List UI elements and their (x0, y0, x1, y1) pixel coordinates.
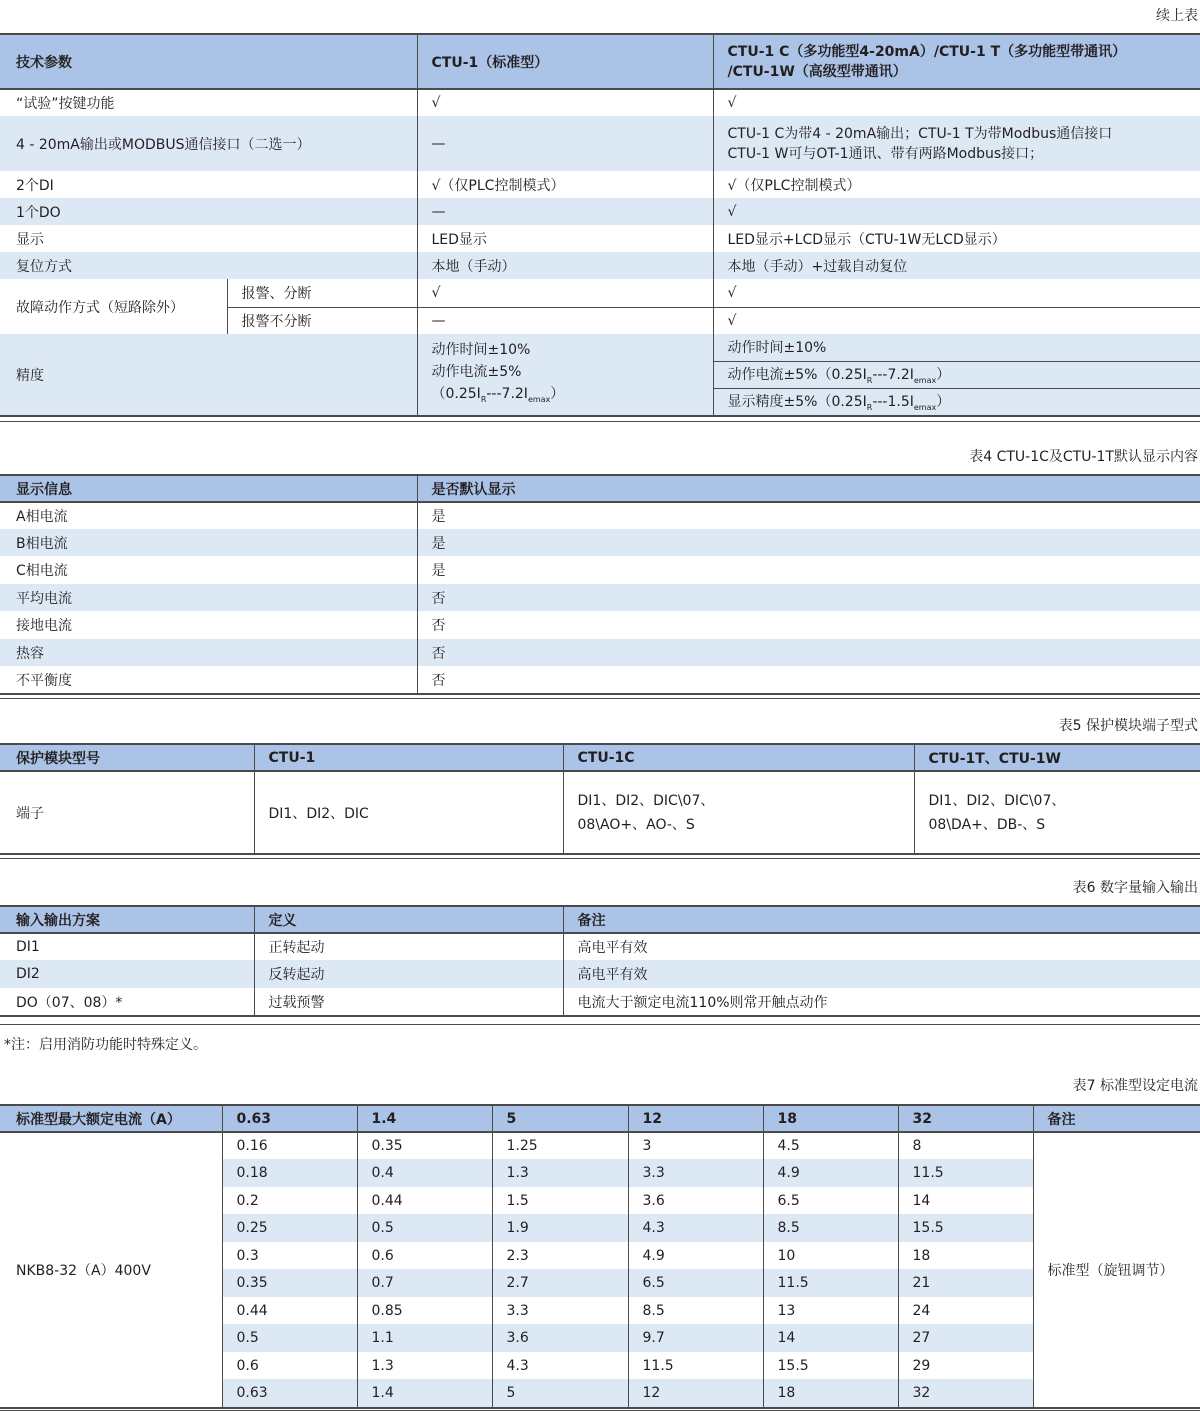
table-cell: 否 (417, 584, 1200, 611)
table-cell: DI1、DI2、DIC\07、 08\AO+、AO-、S (563, 771, 914, 853)
table-cell: 1.5 (492, 1187, 628, 1214)
table-cell: 过载预警 (254, 988, 563, 1015)
table-cell: 1.9 (492, 1214, 628, 1242)
table-cell: √ (417, 89, 713, 116)
table-cell: 本地（手动） (417, 252, 713, 279)
table-cell: √ (417, 279, 713, 307)
table-cell: 12 (628, 1379, 763, 1407)
table-cell: 4.9 (763, 1159, 898, 1187)
table-cell: DI1 (0, 933, 254, 960)
table-cell: 3.3 (492, 1297, 628, 1324)
header-cell: 定义 (254, 906, 563, 933)
table-cell: — (417, 198, 713, 225)
table-cell: 显示精度$\pm 5\%(0.25I_R---1.5I_{emax})$ (713, 388, 1200, 415)
table-cell: 15.5 (763, 1352, 898, 1379)
spec-table (0, 33, 1200, 417)
table-row (0, 639, 1200, 666)
table-cell: C相电流 (0, 556, 417, 584)
table-cell: √ (713, 307, 1200, 334)
table-cell: 0.2 (222, 1187, 357, 1214)
table-caption: 表6 数字量输入输出 (1072, 880, 1198, 896)
table-caption: 表5 保护模块端子型式 (1058, 718, 1198, 734)
table-cell: √ (713, 198, 1200, 225)
table-header-row (0, 1105, 1200, 1132)
table-row (0, 334, 1200, 361)
table-cell: DI1、DI2、DIC (254, 771, 563, 853)
table-cell: LED显示 (417, 225, 713, 252)
table-cell: 14 (763, 1324, 898, 1352)
table-cell: 本地（手动）+过载自动复位 (713, 252, 1200, 279)
table-cell: √ (713, 279, 1200, 307)
table-cell: 32 (898, 1379, 1033, 1407)
model-cell: NKB8-32（A）400V (0, 1132, 222, 1407)
current-setting-table (0, 1104, 1200, 1409)
header-cell: 12 (628, 1105, 763, 1132)
table-cell: 8.5 (628, 1297, 763, 1324)
table-cell: 24 (898, 1297, 1033, 1324)
table-cell: 0.4 (357, 1159, 492, 1187)
table-cell: 0.6 (222, 1352, 357, 1379)
table-cell: 动作电流$\pm 5\%(0.25I_R---7.2I_{emax})$ (713, 361, 1200, 388)
table-cell: 否 (417, 666, 1200, 693)
header-cell: CTU-1 C（多功能型4-20mA）/CTU-1 T（多功能型带通讯） /CTU-1W（高级型带通讯） (713, 34, 1200, 89)
table-cell: 不平衡度 (0, 666, 417, 693)
table-cell: 11.5 (628, 1352, 763, 1379)
header-cell: CTU-1T、CTU-1W (914, 744, 1200, 771)
table-cell: 是 (417, 556, 1200, 584)
table-cell: 5 (492, 1379, 628, 1407)
table-cell: 11.5 (898, 1159, 1033, 1187)
table-cell: √ (713, 89, 1200, 116)
header-cell: 是否默认显示 (417, 475, 1200, 502)
table-row (0, 198, 1200, 225)
table-cell: 13 (763, 1297, 898, 1324)
table-row (0, 1132, 1200, 1159)
terminal-table (0, 743, 1200, 855)
table-cell: 27 (898, 1324, 1033, 1352)
header-cell: CTU-1C (563, 744, 914, 771)
table-cell: 0.5 (357, 1214, 492, 1242)
table-cell: 高电平有效 (563, 960, 1200, 988)
table-cell: 0.35 (222, 1269, 357, 1297)
table-row (0, 666, 1200, 693)
header-cell: 备注 (1033, 1105, 1200, 1132)
footnote: *注：启用消防功能时特殊定义。 (4, 1037, 207, 1053)
table-cell: 2个DI (0, 171, 417, 198)
table-cell: 端子 (0, 771, 254, 853)
table-cell: B相电流 (0, 529, 417, 556)
table-row (0, 771, 1200, 853)
table-cell: 4.3 (492, 1352, 628, 1379)
table-cell: 精度 (0, 334, 417, 415)
table-caption: 表7 标准型设定电流 (1072, 1078, 1198, 1094)
divider (0, 858, 1200, 859)
table-cell: 15.5 (898, 1214, 1033, 1242)
table-cell: — (417, 307, 713, 334)
divider (0, 1410, 1200, 1411)
header-cell: 0.63 (222, 1105, 357, 1132)
table-cell: 1.3 (357, 1352, 492, 1379)
table-cell: 接地电流 (0, 611, 417, 639)
table-row (0, 611, 1200, 639)
table-cell: 3.6 (492, 1324, 628, 1352)
table-cell: 1.1 (357, 1324, 492, 1352)
io-table (0, 905, 1200, 1017)
table-cell: 否 (417, 639, 1200, 666)
table-cell: 10 (763, 1242, 898, 1269)
header-cell: 32 (898, 1105, 1033, 1132)
table-row (0, 988, 1200, 1015)
table-row (0, 116, 1200, 171)
table-cell: 动作时间±10% (713, 334, 1200, 361)
table-cell: 3.6 (628, 1187, 763, 1214)
table-cell: 0.16 (222, 1132, 357, 1159)
table-cell: 3 (628, 1132, 763, 1159)
table-body (0, 1132, 1200, 1407)
table-cell: 11.5 (763, 1269, 898, 1297)
table-cell: 复位方式 (0, 252, 417, 279)
header-cell: 技术参数 (0, 34, 417, 89)
table-cell: 平均电流 (0, 584, 417, 611)
table-cell: 3.3 (628, 1159, 763, 1187)
table-cell: 是 (417, 502, 1200, 529)
table-cell: 0.35 (357, 1132, 492, 1159)
table-row (0, 933, 1200, 960)
table-cell: 0.5 (222, 1324, 357, 1352)
table-caption: 续上表 (1156, 8, 1198, 24)
table-cell: DI2 (0, 960, 254, 988)
header-cell: CTU-1 (254, 744, 563, 771)
table-cell: 报警、分断 (227, 279, 417, 307)
table-cell: 9.7 (628, 1324, 763, 1352)
display-table (0, 474, 1200, 695)
header-cell: 1.4 (357, 1105, 492, 1132)
table-cell: 是 (417, 529, 1200, 556)
table-cell: 0.18 (222, 1159, 357, 1187)
table-caption: 表4 CTU-1C及CTU-1T默认显示内容 (969, 449, 1198, 465)
table-cell: DO（07、08）* (0, 988, 254, 1015)
table-row (0, 171, 1200, 198)
table-cell: 报警不分断 (227, 307, 417, 334)
table-cell: 1个DO (0, 198, 417, 225)
table-header-row (0, 34, 1200, 89)
table-cell: 0.6 (357, 1242, 492, 1269)
table-cell: 8.5 (763, 1214, 898, 1242)
table-cell: 14 (898, 1187, 1033, 1214)
table-row (0, 556, 1200, 584)
table-row (0, 529, 1200, 556)
table-cell: A相电流 (0, 502, 417, 529)
table-cell: 4 - 20mA输出或MODBUS通信接口（二选一） (0, 116, 417, 171)
table-cell: 4.3 (628, 1214, 763, 1242)
table-cell: “试验”按键功能 (0, 89, 417, 116)
table-row (0, 960, 1200, 988)
table-cell: 6.5 (628, 1269, 763, 1297)
table-cell: 正转起动 (254, 933, 563, 960)
table-row (0, 225, 1200, 252)
table-cell: — (417, 116, 713, 171)
table-cell: 高电平有效 (563, 933, 1200, 960)
divider (0, 421, 1200, 422)
table-cell: 1.4 (357, 1379, 492, 1407)
table-cell: CTU-1 C为带4 - 20mA输出；CTU-1 T为带Modbus通信接口 CTU-1 W可与OT-1通讯、带有两路Modbus接口； (713, 116, 1200, 171)
table-cell: 0.44 (222, 1297, 357, 1324)
table-cell: 热容 (0, 639, 417, 666)
table-row (0, 252, 1200, 279)
table-cell: 1.3 (492, 1159, 628, 1187)
divider (0, 698, 1200, 699)
table-cell: 18 (898, 1242, 1033, 1269)
table-cell: 0.25 (222, 1214, 357, 1242)
table-cell: LED显示+LCD显示（CTU-1W无LCD显示） (713, 225, 1200, 252)
table-cell: DI1、DI2、DIC\07、 08\DA+、DB-、S (914, 771, 1200, 853)
table-cell: 0.63 (222, 1379, 357, 1407)
header-cell: 标准型最大额定电流（A） (0, 1105, 222, 1132)
table-cell: 1.25 (492, 1132, 628, 1159)
table-cell: 6.5 (763, 1187, 898, 1214)
table-row (0, 89, 1200, 116)
header-cell: CTU-1（标准型） (417, 34, 713, 89)
table-cell: 动作时间±10% 动作电流±5% $(0.25I_R---7.2I_{emax})$ (417, 334, 713, 415)
table-cell: 0.44 (357, 1187, 492, 1214)
remark-cell: 标准型（旋钮调节） (1033, 1132, 1200, 1407)
table-row (0, 502, 1200, 529)
table-row (0, 279, 1200, 307)
table-cell: 0.85 (357, 1297, 492, 1324)
table-cell: 21 (898, 1269, 1033, 1297)
table-cell: √（仅PLC控制模式） (417, 171, 713, 198)
table-cell: 反转起动 (254, 960, 563, 988)
table-cell: 0.3 (222, 1242, 357, 1269)
header-cell: 输入输出方案 (0, 906, 254, 933)
table-cell: 4.5 (763, 1132, 898, 1159)
table-cell: 电流大于额定电流110%则常开触点动作 (563, 988, 1200, 1015)
table-cell: 4.9 (628, 1242, 763, 1269)
table-cell: 显示 (0, 225, 417, 252)
table-header-row (0, 906, 1200, 933)
table-cell: 2.7 (492, 1269, 628, 1297)
table-cell: 否 (417, 611, 1200, 639)
header-cell: 显示信息 (0, 475, 417, 502)
table-row (0, 584, 1200, 611)
table-header-row (0, 744, 1200, 771)
header-cell: 5 (492, 1105, 628, 1132)
table-cell: √（仅PLC控制模式） (713, 171, 1200, 198)
table-cell: 8 (898, 1132, 1033, 1159)
header-cell: 保护模块型号 (0, 744, 254, 771)
table-cell: 29 (898, 1352, 1033, 1379)
header-cell: 18 (763, 1105, 898, 1132)
table-cell: 0.7 (357, 1269, 492, 1297)
table-cell: 故障动作方式（短路除外） (0, 279, 227, 334)
divider (0, 1024, 1200, 1025)
table-header-row (0, 475, 1200, 502)
table-cell: 18 (763, 1379, 898, 1407)
header-cell: 备注 (563, 906, 1200, 933)
table-cell: 2.3 (492, 1242, 628, 1269)
